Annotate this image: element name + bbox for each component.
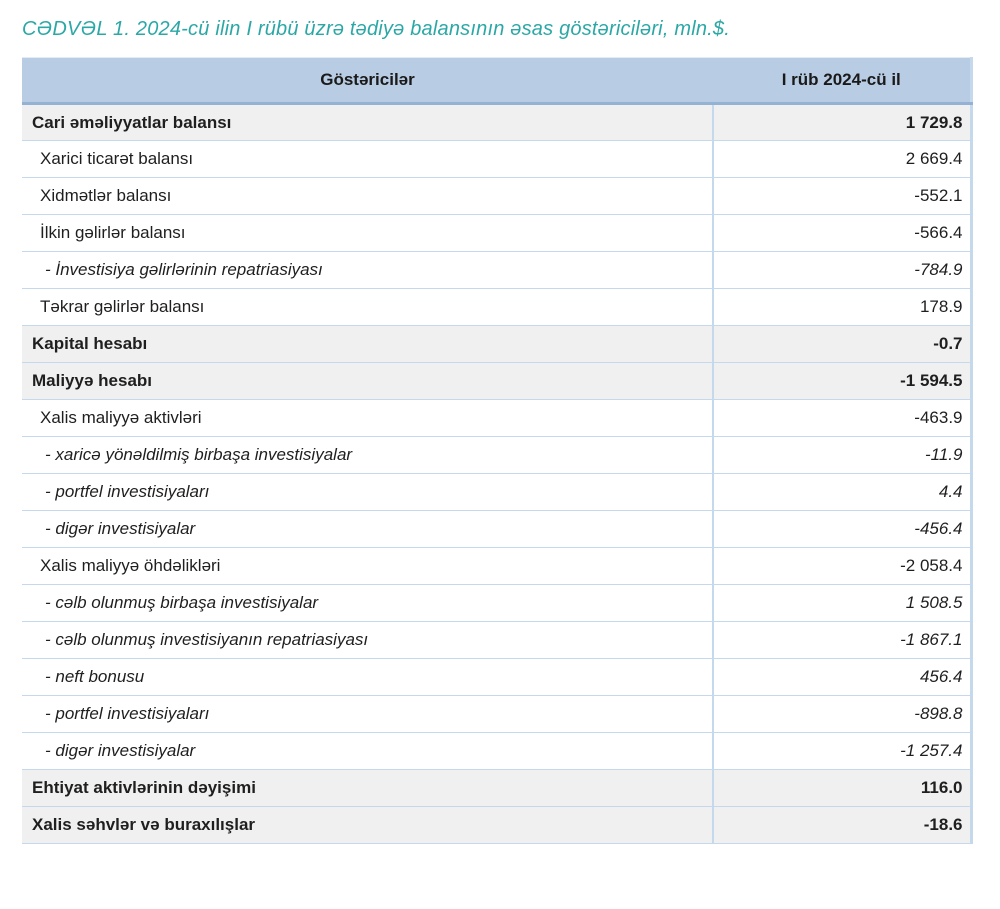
value-cell: -456.4: [713, 511, 971, 548]
table-row: [22, 622, 971, 659]
value-cell: -566.4: [713, 215, 971, 252]
indicator-cell: Xalis maliyyə öhdəlikləri: [22, 548, 713, 585]
value-cell: -18.6: [713, 807, 971, 844]
indicator-cell: Ehtiyat aktivlərinin dəyişimi: [22, 770, 713, 807]
period-column-header: I rüb 2024-cü il: [713, 58, 971, 104]
table-row: [22, 289, 971, 326]
value-cell: -784.9: [713, 252, 971, 289]
indicator-cell: - portfel investisiyaları: [22, 474, 713, 511]
table-row: [22, 141, 971, 178]
indicator-cell: Cari əməliyyatlar balansı: [22, 104, 713, 141]
table-row: [22, 400, 971, 437]
table-row: [22, 104, 971, 141]
value-cell: -0.7: [713, 326, 971, 363]
table-body: [22, 104, 971, 844]
table-row: [22, 326, 971, 363]
table-row: [22, 733, 971, 770]
indicator-cell: Təkrar gəlirlər balansı: [22, 289, 713, 326]
indicator-cell: - digər investisiyalar: [22, 511, 713, 548]
table-row: [22, 696, 971, 733]
indicator-cell: Xalis səhvlər və buraxılışlar: [22, 807, 713, 844]
table-header-row: [22, 58, 971, 104]
indicator-cell: - cəlb olunmuş investisiyanın repatriasiyası: [22, 622, 713, 659]
table-row: [22, 585, 971, 622]
indicator-cell: - neft bonusu: [22, 659, 713, 696]
indicator-cell: Maliyyə hesabı: [22, 363, 713, 400]
value-cell: 178.9: [713, 289, 971, 326]
indicators-column-header: Göstəricilər: [22, 58, 713, 104]
indicator-cell: - İnvestisiya gəlirlərinin repatriasiyası: [22, 252, 713, 289]
value-cell: -1 594.5: [713, 363, 971, 400]
indicator-cell: İlkin gəlirlər balansı: [22, 215, 713, 252]
value-cell: -11.9: [713, 437, 971, 474]
indicator-cell: Xalis maliyyə aktivləri: [22, 400, 713, 437]
value-cell: 2 669.4: [713, 141, 971, 178]
value-cell: -1 867.1: [713, 622, 971, 659]
table-row: [22, 659, 971, 696]
table-row: [22, 215, 971, 252]
table-row: [22, 252, 971, 289]
indicator-cell: Xidmətlər balansı: [22, 178, 713, 215]
indicator-cell: - xaricə yönəldilmiş birbaşa investisiyalar: [22, 437, 713, 474]
indicator-cell: Kapital hesabı: [22, 326, 713, 363]
table-caption: CƏDVƏL 1. 2024-cü ilin I rübü üzrə tədiyə balansının əsas göstəriciləri, mln.$.: [22, 18, 730, 40]
indicator-cell: Xarici ticarət balansı: [22, 141, 713, 178]
indicator-cell: - portfel investisiyaları: [22, 696, 713, 733]
table-row: [22, 548, 971, 585]
table-row: [22, 474, 971, 511]
value-cell: -552.1: [713, 178, 971, 215]
table-row: [22, 807, 971, 844]
value-cell: 456.4: [713, 659, 971, 696]
value-cell: 1 729.8: [713, 104, 971, 141]
table-row: [22, 437, 971, 474]
table-row: [22, 363, 971, 400]
value-cell: 1 508.5: [713, 585, 971, 622]
value-cell: 4.4: [713, 474, 971, 511]
value-cell: -463.9: [713, 400, 971, 437]
indicator-cell: - digər investisiyalar: [22, 733, 713, 770]
value-cell: -2 058.4: [713, 548, 971, 585]
balance-of-payments-table: [22, 57, 973, 844]
value-cell: -1 257.4: [713, 733, 971, 770]
value-cell: -898.8: [713, 696, 971, 733]
indicator-cell: - cəlb olunmuş birbaşa investisiyalar: [22, 585, 713, 622]
table-row: [22, 770, 971, 807]
table-row: [22, 178, 971, 215]
value-cell: 116.0: [713, 770, 971, 807]
table-row: [22, 511, 971, 548]
